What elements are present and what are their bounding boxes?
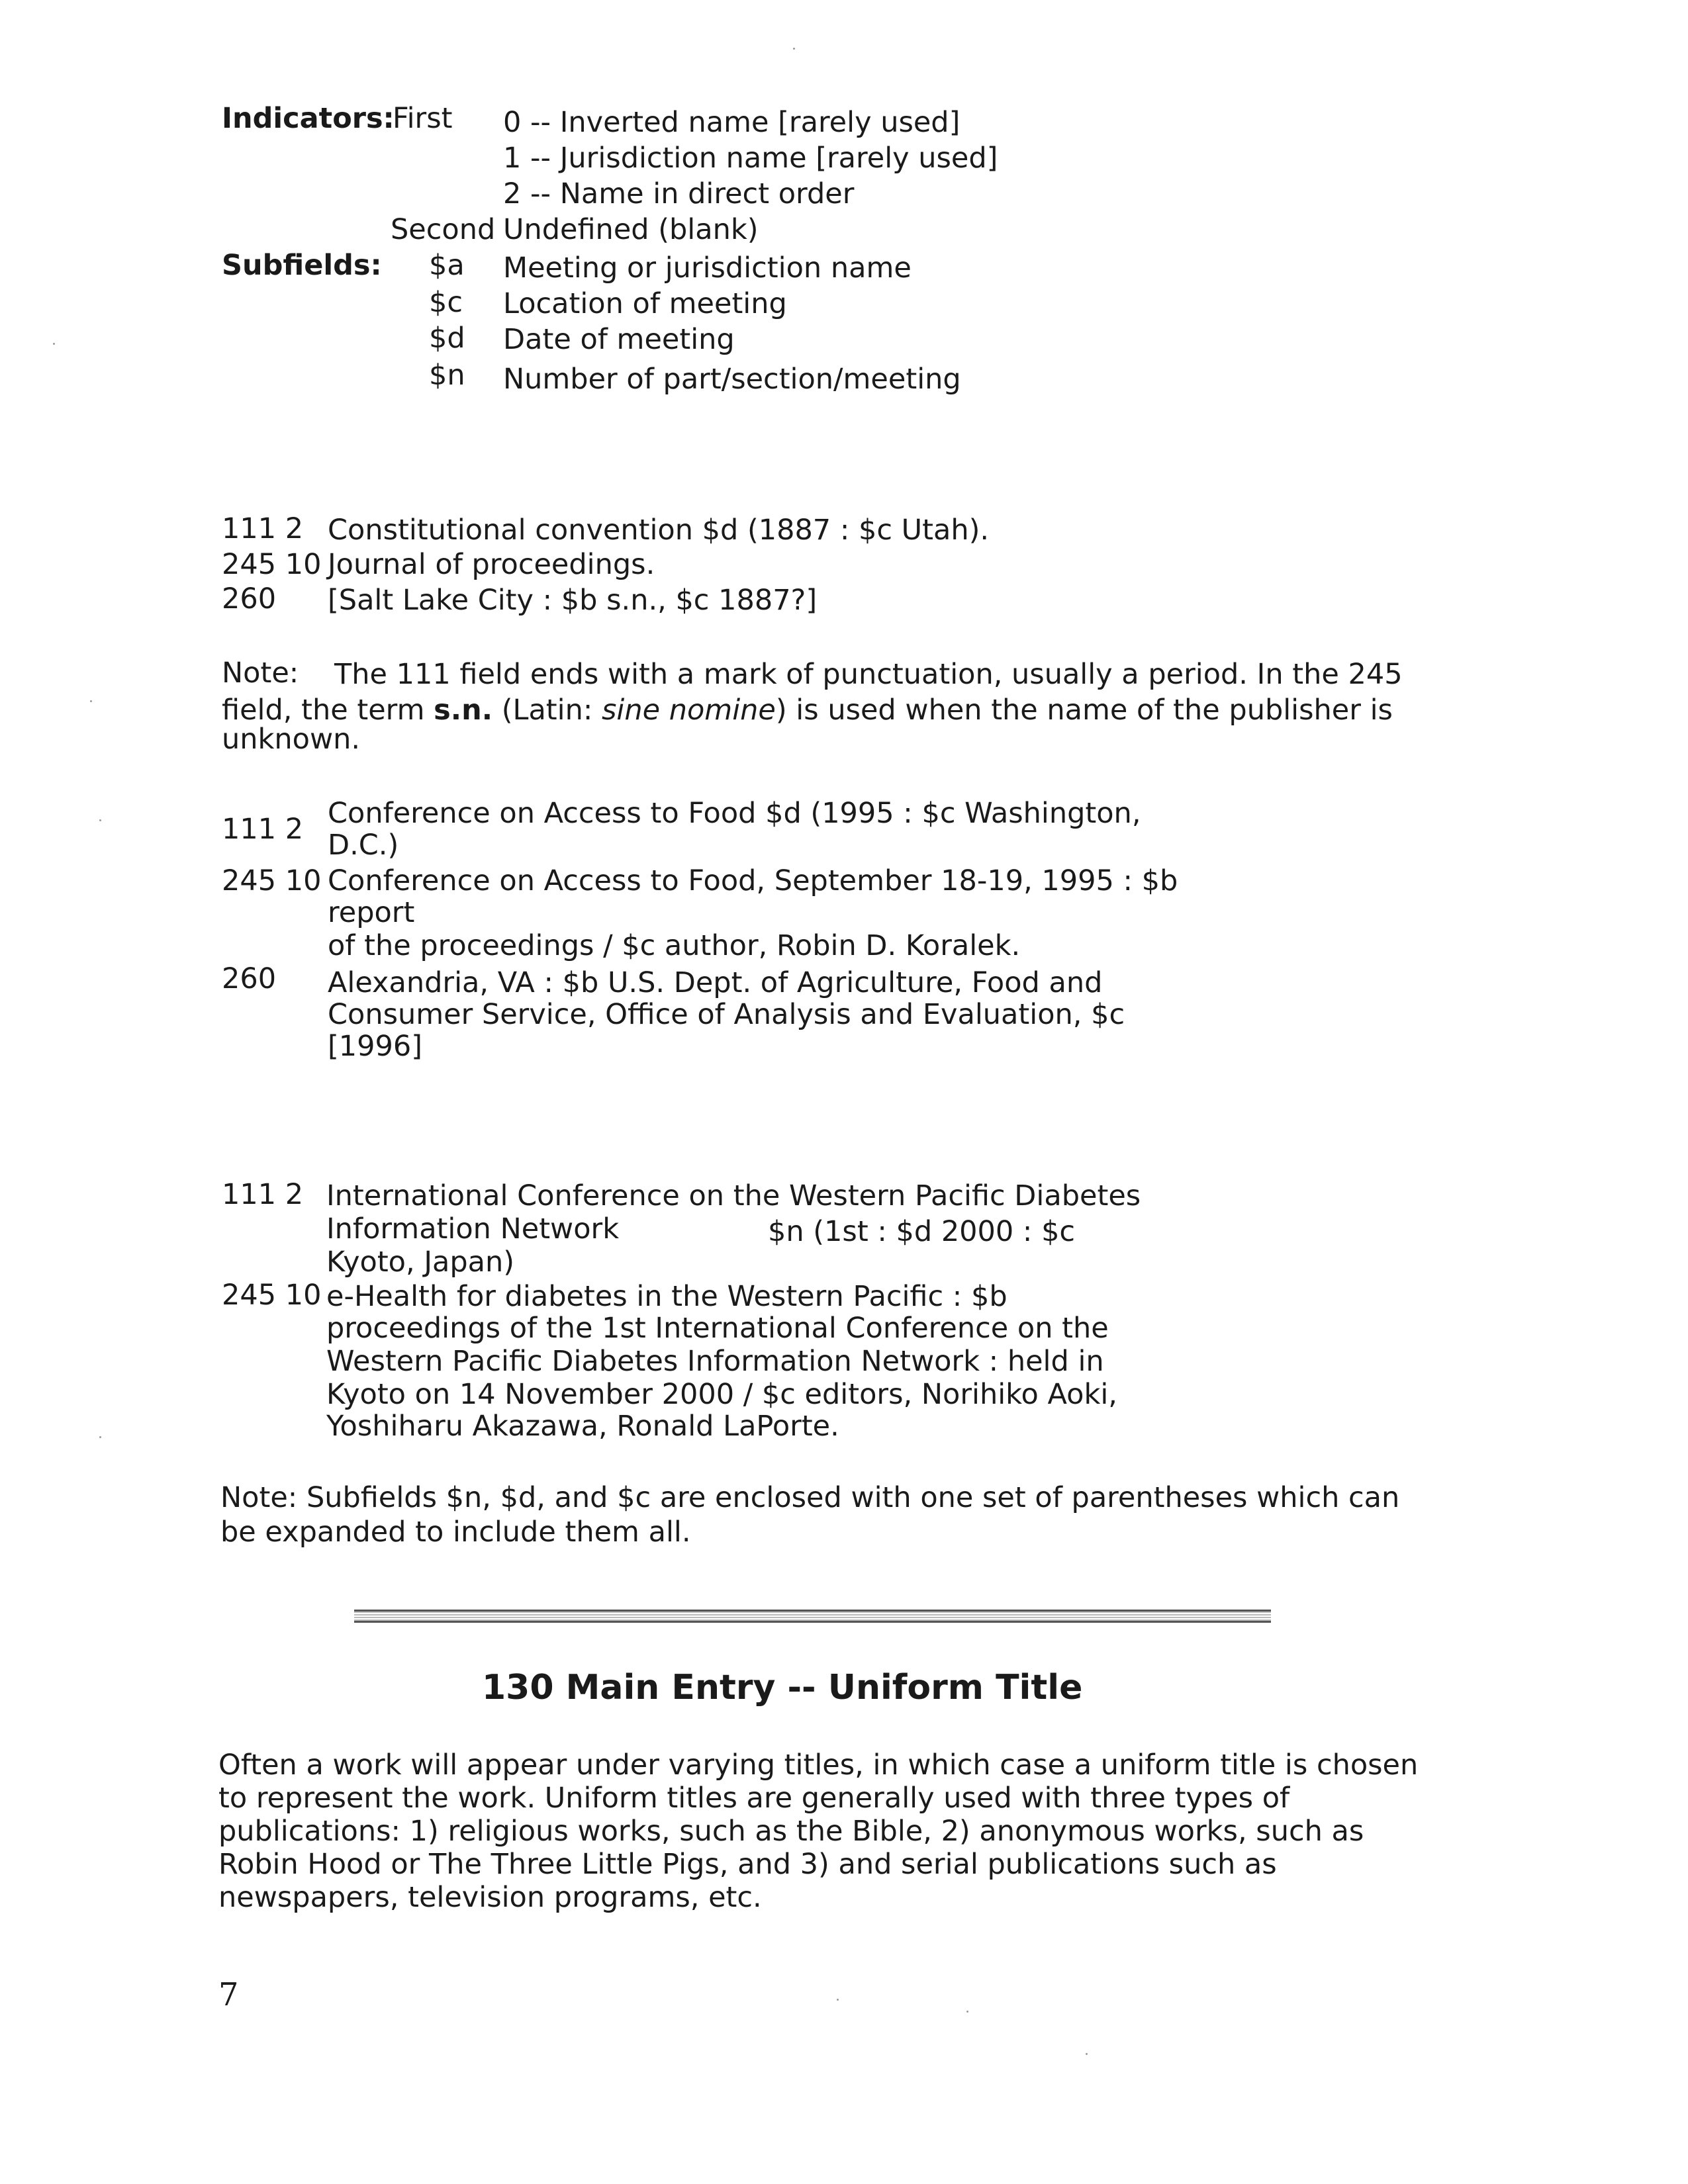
second-indicator-value: Undefined (blank)	[503, 213, 759, 246]
scan-speck	[99, 819, 101, 821]
scan-speck	[99, 1436, 101, 1438]
subfields-label: Subfields:	[222, 249, 382, 282]
first-indicator-option: 2 -- Name in direct order	[503, 177, 855, 210]
marc-field-text: [Salt Lake City : $b s.n., $c 1887?]	[328, 584, 818, 617]
marc-field-text: Information Network	[326, 1212, 620, 1246]
note-text: The 111 field ends with a mark of punctuation, usually a period. In the 245	[334, 658, 1403, 691]
paragraph-line: newspapers, television programs, etc.	[218, 1881, 762, 1914]
marc-field-text: International Conference on the Western Pacific Diabetes	[326, 1179, 1141, 1212]
paragraph-line: Often a work will appear under varying titles, in which case a uniform title is chosen	[218, 1749, 1419, 1782]
scan-speck	[793, 48, 795, 50]
marc-field-text: report	[328, 896, 415, 929]
note-text-segment: ) is used when the name of the publisher is	[775, 694, 1393, 727]
marc-tag: 111 2	[222, 512, 304, 545]
scan-speck	[90, 700, 92, 702]
subfield-code: $n	[429, 359, 465, 392]
subfield-description: Location of meeting	[503, 287, 787, 320]
marc-tag: 111 2	[222, 1178, 304, 1211]
paragraph-line: Robin Hood or The Three Little Pigs, and 3) and serial publications such as	[218, 1848, 1277, 1881]
paragraph-line: publications: 1) religious works, such as the Bible, 2) anonymous works, such as	[218, 1815, 1364, 1848]
section-divider	[354, 1610, 1271, 1623]
marc-field-text: $n (1st : $d 2000 : $c	[768, 1215, 1076, 1248]
marc-field-text: e-Health for diabetes in the Western Pacific : $b	[326, 1280, 1008, 1313]
note-text-segment: (Latin:	[492, 694, 602, 727]
first-indicator-option: 0 -- Inverted name [rarely used]	[503, 106, 961, 139]
page-number: 7	[218, 1976, 239, 2013]
marc-tag: 245 10	[222, 548, 322, 581]
marc-field-text: Constitutional convention $d (1887 : $c Utah).	[328, 514, 990, 547]
marc-field-text: Conference on Access to Food $d (1995 : $c Washington,	[328, 797, 1141, 830]
marc-tag: 260	[222, 582, 277, 615]
marc-field-text: Yoshiharu Akazawa, Ronald LaPorte.	[326, 1410, 839, 1443]
subfield-description: Meeting or jurisdiction name	[503, 251, 912, 285]
marc-tag: 111 2	[222, 813, 304, 846]
subfield-code: $c	[429, 286, 463, 319]
marc-field-text: Kyoto, Japan)	[326, 1246, 515, 1279]
marc-field-text: of the proceedings / $c author, Robin D. Koralek.	[328, 929, 1021, 962]
marc-field-text: Alexandria, VA : $b U.S. Dept. of Agriculture, Food and	[328, 966, 1103, 999]
section-heading: 130 Main Entry -- Uniform Title	[482, 1668, 1083, 1707]
first-indicator-label: First	[393, 102, 453, 135]
subfield-description: Date of meeting	[503, 323, 735, 356]
scan-speck	[837, 1999, 839, 2001]
marc-tag: 260	[222, 962, 277, 995]
note-text: unknown.	[222, 723, 361, 756]
marc-tag: 245 10	[222, 864, 322, 897]
note-prefix: Note:	[222, 657, 299, 690]
note-text	[222, 696, 1393, 725]
subfield-code: $a	[429, 249, 465, 282]
subfield-description: Number of part/section/meeting	[503, 363, 961, 396]
marc-field-text: [1996]	[328, 1030, 422, 1063]
marc-field-text: proceedings of the 1st International Conference on the	[326, 1312, 1109, 1345]
marc-field-text: Conference on Access to Food, September 18-19, 1995 : $b	[328, 864, 1178, 897]
note-text: be expanded to include them all.	[220, 1516, 691, 1549]
marc-field-text: Consumer Service, Office of Analysis and Evaluation, $c	[328, 998, 1125, 1031]
scan-speck	[1086, 2053, 1088, 2055]
scan-speck	[966, 2011, 968, 2013]
indicators-label: Indicators:	[222, 102, 395, 135]
second-indicator-label: Second	[391, 213, 496, 246]
marc-field-text: Journal of proceedings.	[328, 548, 655, 581]
first-indicator-option: 1 -- Jurisdiction name [rarely used]	[503, 142, 998, 175]
note-text: Note: Subfields $n, $d, and $c are enclosed with one set of parentheses which can	[220, 1481, 1400, 1514]
marc-field-text: Kyoto on 14 November 2000 / $c editors, Norihiko Aoki,	[326, 1378, 1117, 1411]
note-text-segment: field, the term	[222, 694, 434, 727]
marc-field-text: Western Pacific Diabetes Information Network : held in	[326, 1345, 1104, 1378]
paragraph-line: to represent the work. Uniform titles are generally used with three types of	[218, 1782, 1290, 1815]
scan-speck	[53, 343, 55, 345]
note-term-sn: s.n.	[434, 694, 493, 727]
marc-tag: 245 10	[222, 1279, 322, 1312]
note-term-latin: sine nomine	[602, 694, 776, 727]
marc-field-text: D.C.)	[328, 829, 399, 862]
subfield-code: $d	[429, 322, 465, 355]
